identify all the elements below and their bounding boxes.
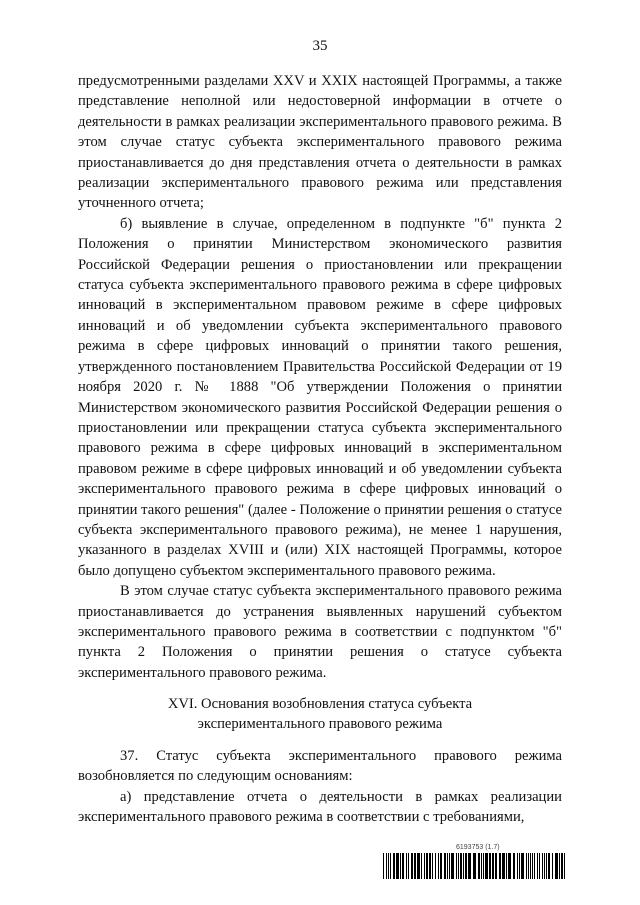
paragraph-item-a: а) представление отчета о деятельности в рамках реализации экспериментального правового режима в соответствии с требованиями, [78, 788, 562, 826]
document-code: 6193753 (1.7) [456, 844, 500, 851]
paragraph-37: 37. Статус субъекта экспериментального правового режима возобновляется по следующим основаниям: [78, 748, 562, 785]
barcode-image [383, 853, 565, 879]
document-body-top [78, 71, 562, 683]
section-heading-line-2: экспериментального правового режима [197, 716, 443, 732]
document-body-bottom [78, 746, 562, 828]
paragraph-suspension-note: В этом случае статус субъекта экспериментального правового режима приостанавливается до устранения выявленных нарушений субъектом экспериментального правового режима в соответствии с подпунктом "б" пункта 2 Положения о принятии решения о статусе субъекта экспериментального правового режима. [78, 583, 562, 681]
paragraph-item-b: б) выявление в случае, определенном в подпункте "б" пункта 2 Положения о принятии Министерством экономического развития Российской Федерации решения о приостановлении или прекращении статуса субъекта экспериментального правового режима в сфере цифровых инноваций в экспериментальном правовом режиме в сфере цифровых инноваций и об уведомлении субъекта экспериментального правового режима в сфере цифровых инноваций о принятии такого решения, утвержденного постановлением Правительства Российской Федерации от 19 ноября 2020 г. № 1888 "Об утверждении Положения о принятии Министерством экономического развития Российской Федерации решения о приостановлении или прекращении статуса субъекта экспериментального правового режима в сфере цифровых инноваций в экспериментальном правовом режиме в сфере цифровых инноваций и об уведомлении субъекта экспериментального правового режима в сфере цифровых инноваций о принятии такого решения" (далее - Положение о принятии решения о статусе субъекта экспериментального правового режима), не менее 1 нарушения, указанного в разделах XVIII и (или) XIX настоящей Программы, которое было допущено субъектом экспериментального правового режима. [78, 215, 562, 579]
section-heading [78, 694, 562, 734]
section-heading-line-1: XVI. Основания возобновления статуса субъекта [167, 696, 473, 712]
paragraph-continuation: предусмотренными разделами XXV и XXIX настоящей Программы, а также представление неполной или недостоверной информации в отчете о деятельности в рамках реализации экспериментального правового режима. В этом случае статус субъекта экспериментального правового режима приостанавливается до дня представления отчета о деятельности в рамках реализации экспериментального правового режима или представления уточненного отчета; [78, 73, 562, 212]
page-number: 35 [312, 38, 328, 54]
